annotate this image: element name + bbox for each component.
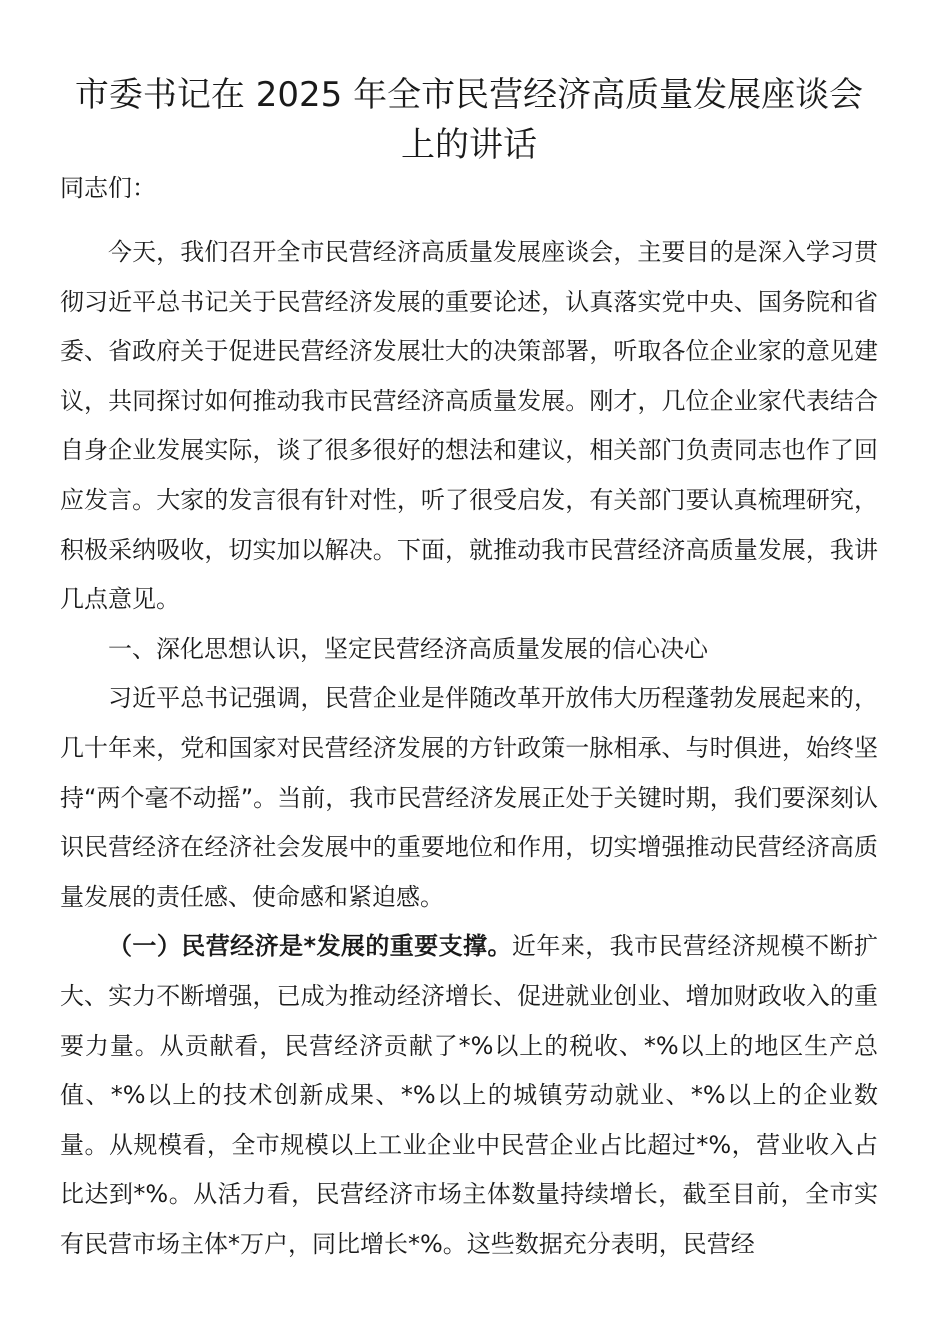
subsection-1-paragraph — [60, 922, 878, 1269]
section-heading-1: 一、深化思想认识，坚定民营经济高质量发展的信心决心 — [108, 634, 708, 663]
salutation: 同志们： — [60, 174, 156, 202]
document-title: 市委书记在 2025 年全市民营经济高质量发展座谈会上的讲话 — [74, 75, 864, 165]
intro-paragraph: 今天，我们召开全市民营经济高质量发展座谈会，主要目的是深入学习贯彻习近平总书记关于民营经济发展的重要论述，认真落实党中央、国务院和省委、省政府关于促进民营经济发展壮大的决策部署，听取各位企业家的意见建议，共同探讨如何推动我市民营经济高质量发展。刚才，几位企业家代表结合自身企业发展实际，谈了很多很好的想法和建议，相关部门负责同志也作了回应发言。大家的发言很有针对性，听了很受启发，有关部门要认真梳理研究，积极采纳吸收，切实加以解决。下面，就推动我市民营经济高质量发展，我讲几点意见。 — [60, 238, 878, 614]
section-1-paragraph: 习近平总书记强调，民营企业是伴随改革开放伟大历程蓬勃发展起来的，几十年来，党和国家对民营经济发展的方针政策一脉相承、与时俱进，始终坚持“两个毫不动摇”。当前，我市民营经济发展正处于关键时期，我们要深刻认识民营经济在经济社会发展中的重要地位和作用，切实增强推动民营经济高质量发展的责任感、使命感和紧迫感。 — [60, 684, 878, 911]
subsection-1-body: 近年来，我市民营经济规模不断扩大、实力不断增强，已成为推动经济增长、促进就业创业、增加财政收入的重要力量。从贡献看，民营经济贡献了*%以上的税收、*%以上的地区生产总值、*%以上的技术创新成果、*%以上的城镇劳动就业、*%以上的企业数量。从规模看，全市规模以上工业企业中民营企业占比超过*%，营业收入占比达到*%。从活力看，民营经济市场主体数量持续增长，截至目前，全市实有民营市场主体*万户，同比增长*%。这些数据充分表明，民营经 — [60, 932, 878, 1258]
subsection-heading-1: （一）民营经济是*发展的重要支撑。 — [108, 932, 512, 961]
